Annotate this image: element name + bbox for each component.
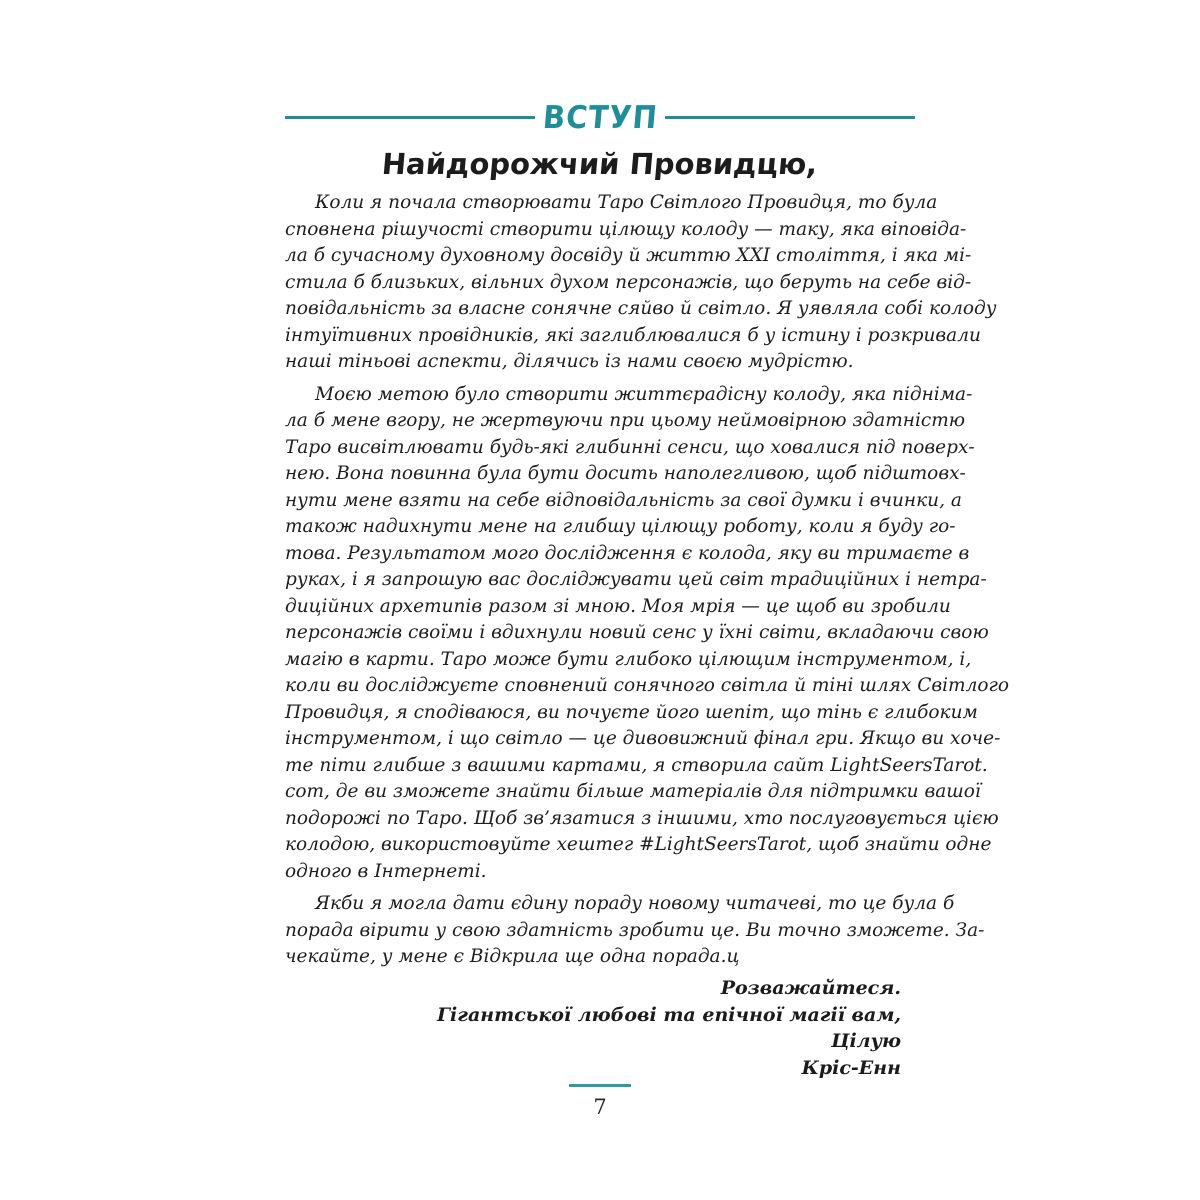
paragraph — [285, 382, 1009, 886]
text-line: подорожі по Таро. Щоб зв’язатися з іншими, хто послуговується цією — [285, 807, 999, 829]
signature-line: Гігантської любові та епічної магії вам, — [436, 1003, 901, 1026]
header-rule-right — [665, 116, 915, 119]
text-line: Таро висвітлювати будь-які глибинні сенси, що ховалися під поверх- — [285, 436, 975, 458]
page-number: 7 — [593, 1095, 607, 1119]
text-line: диційних архетипів разом зі мною. Моя мрія — це щоб ви зробили — [285, 595, 951, 617]
text-line: одного в Інтернеті. — [285, 860, 487, 882]
text-line: також надихнути мене на глибшу цілющу роботу, коли я буду го- — [285, 516, 956, 537]
text-line: колодою, використовуйте хештег #LightSeersTarot, щоб знайти одне — [285, 834, 992, 855]
text-line: Якби я могла дати єдину пораду новому читачеві, то це була б — [315, 893, 955, 914]
text-line: нути мене взяти на себе відповідальність за свої думки і вчинки, а — [285, 489, 962, 511]
letter-body — [285, 190, 1009, 971]
text-line: ла б мене вгору, не жертвуючи при цьому неймовірною здатністю — [285, 410, 966, 431]
text-line: повідальність за власне сонячне сяйво й світло. Я уявляла собі колоду — [285, 298, 997, 319]
header-rule-left — [285, 116, 535, 119]
paragraph — [285, 891, 985, 971]
text-line: магію в карти. Таро може бути глибоко цілющим інструментом, і, — [285, 648, 972, 670]
text-line: руках, і я запрошую вас досліджувати цей світ традиційних і нетра- — [285, 569, 987, 590]
text-line: коли ви досліджуєте сповнений сонячного світла й тіні шлях Світлого — [285, 675, 1009, 696]
letter-salutation-text: Найдорожчий Провидцю, — [380, 147, 820, 181]
text-line: те піти глибше з вашими картами, я створила сайт LightSeersTarot. — [285, 754, 988, 776]
text-line: сот, де ви зможете знайти більше матеріалів для підтримки вашої — [285, 781, 981, 802]
signature-line: Цілую — [831, 1030, 901, 1052]
signature-block — [285, 975, 915, 1081]
chapter-header — [285, 97, 915, 137]
text-line: ла б сучасному духовному досвіду й життю XXI століття, і яка мі- — [285, 245, 972, 266]
text-line: інструментом, і що світло — це дивовижний фінал гри. Якщо ви хоче- — [285, 728, 1001, 749]
letter-salutation — [0, 147, 1200, 181]
text-line: порада вірити у свою здатність зробити це. Ви точно зможете. За- — [285, 919, 985, 941]
text-line: Провидця, я сподіваюся, ви почуєте його шепіт, що тінь є глибоким — [285, 701, 978, 723]
text-line: Коли я почала створювати Таро Світлого Провидця, то була — [315, 192, 938, 213]
text-line: стила б близьких, вільних духом персонажів, що беруть на себе від- — [285, 271, 972, 293]
text-line: Моєю метою було створити життєрадісну колоду, яка підніма- — [315, 383, 973, 405]
signature-line: Кріс-Енн — [801, 1056, 901, 1079]
text-line: сповнена рішучості створити цілющу колоду — таку, яка віповіда- — [285, 218, 967, 240]
text-line: інтуїтивних провідників, які заглиблювалися б у істину і розкривали — [285, 324, 981, 346]
footer-rule — [569, 1084, 631, 1087]
paragraph — [285, 190, 997, 376]
text-line: персонажів своїми і вдихнули новий сенс у їхні світи, вкладаючи свою — [285, 622, 989, 643]
text-line: чекайте, у мене є Відкрила ще одна порада.ц — [285, 946, 740, 967]
text-line: наші тіньові аспекти, ділячись із нами своєю мудрістю. — [285, 351, 854, 372]
text-line: това. Результатом мого дослідження є колода, яку ви тримаєте в — [285, 542, 970, 564]
chapter-title: ВСТУП — [541, 98, 660, 135]
signature-line: Розважайтеся. — [720, 977, 901, 999]
text-line: нею. Вона повинна була бути досить наполегливою, щоб підштовх- — [285, 463, 966, 484]
